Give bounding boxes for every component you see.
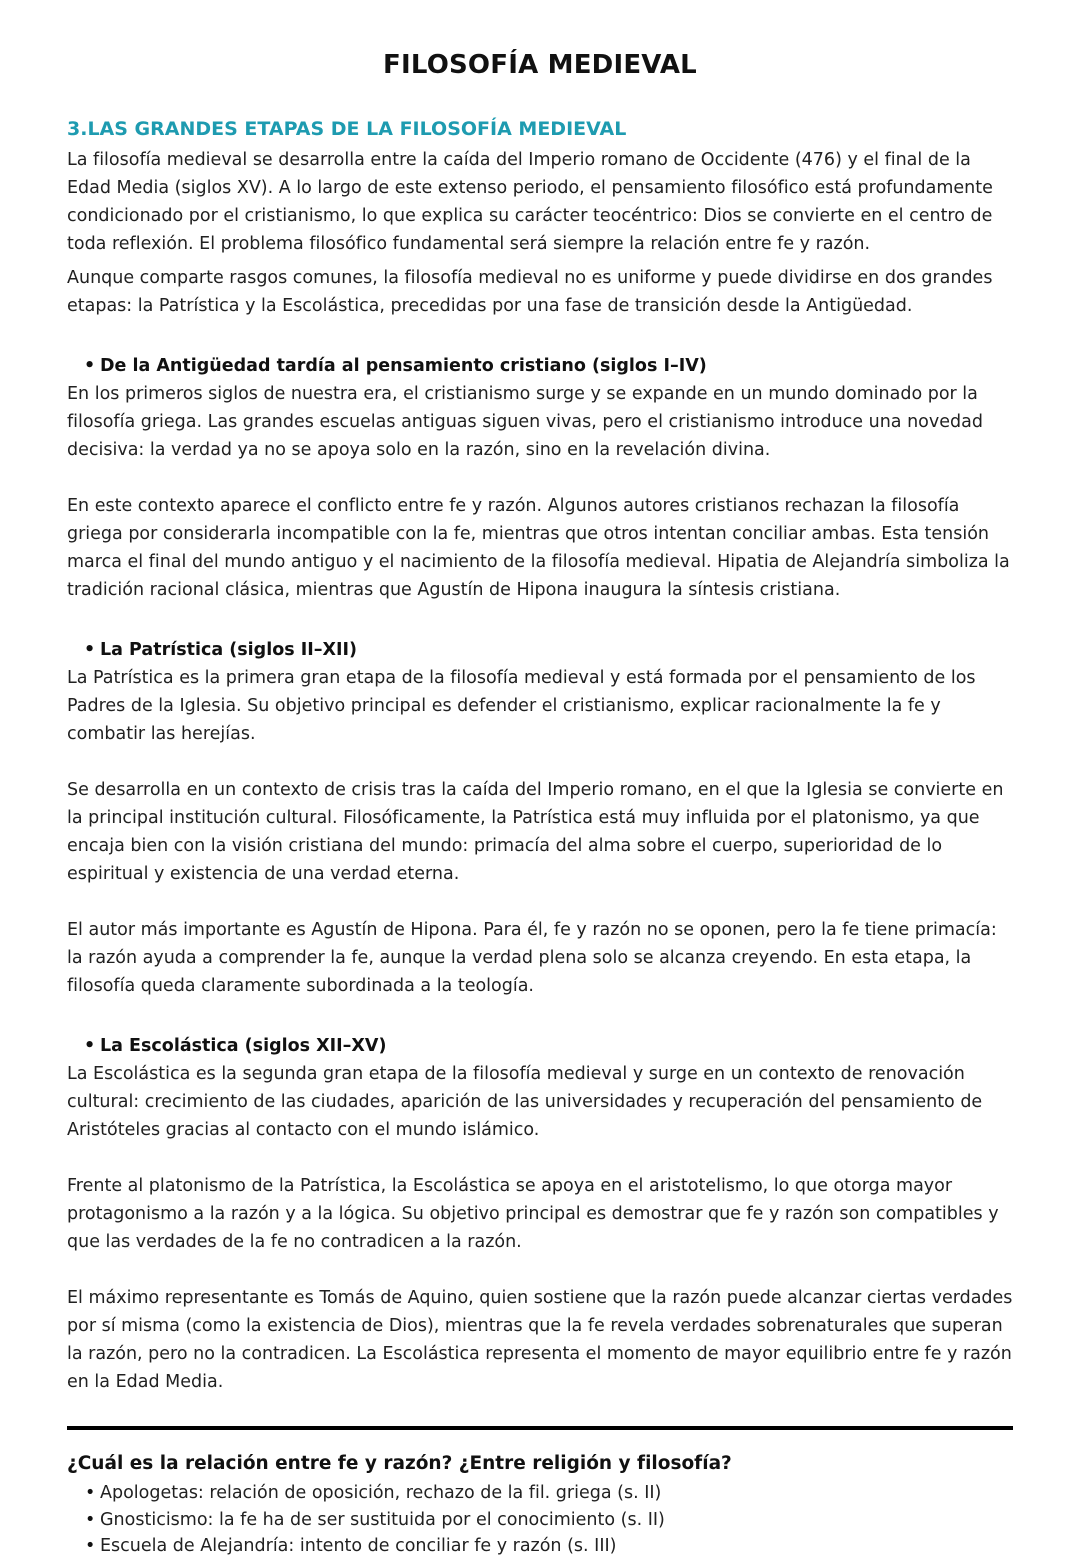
subsection-paragraph: En los primeros siglos de nuestra era, el cristianismo surge y se expande en un mundo dominado por la filosofía griega. Las grandes escuelas antiguas siguen vivas, pero el cristianismo introduce una novedad decisiva: la verdad ya no se apoya solo en la razón, sino en la revelación divina.: [67, 384, 983, 460]
intro-paragraph-1: La filosofía medieval se desarrolla entre la caída del Imperio romano de Occidente (476) y el final de la Edad Media (siglos XV). A lo largo de este extenso periodo, el pensamiento filosófico está profundamente condicionado por el cristianismo, lo que explica su carácter teocéntrico: Dios se convierte en el centro de toda reflexión. El problema filosófico fundamental será siempre la relación entre fe y razón.: [67, 150, 993, 254]
subsection-heading-row: [67, 636, 1013, 664]
list-item: [67, 1480, 1013, 1507]
subsection-heading: De la Antigüedad tardía al pensamiento cristiano (siglos I–IV): [100, 356, 707, 376]
subsection-paragraph: Frente al platonismo de la Patrística, la Escolástica se apoya en el aristotelismo, lo que otorga mayor protagonismo a la razón y a la lógica. Su objetivo principal es demostrar que fe y razón son compatibles y que las verdades de la fe no contradicen a la razón.: [67, 1176, 999, 1252]
subsection-patristica: [67, 636, 1013, 1000]
answer-list: [67, 1480, 1013, 1560]
subsection-paragraph: El máximo representante es Tomás de Aquino, quien sostiene que la razón puede alcanzar ciertas verdades por sí misma (como la existencia de Dios), mientras que la fe revela verdades sobrenaturales que superan la razón, pero no la contradicen. La Escolástica representa el momento de mayor equilibrio entre fe y razón en la Edad Media.: [67, 1288, 1013, 1392]
list-item: [67, 1533, 1013, 1560]
subsection-paragraph: En este contexto aparece el conflicto entre fe y razón. Algunos autores cristianos rechazan la filosofía griega por considerarla incompatible con la fe, mientras que otros intentan conciliar ambas. Esta tensión marca el final del mundo antiguo y el nacimiento de la filosofía medieval. Hipatia de Alejandría simboliza la tradición racional clásica, mientras que Agustín de Hipona inaugura la síntesis cristiana.: [67, 496, 1010, 600]
list-item: [67, 1507, 1013, 1534]
answer-text: Escuela de Alejandría: intento de conciliar fe y razón (s. III): [100, 1536, 617, 1556]
subsection-paragraph: El autor más importante es Agustín de Hipona. Para él, fe y razón no se oponen, pero la fe tiene primacía: la razón ayuda a comprender la fe, aunque la verdad plena solo se alcanza creyendo. En esta etapa, la filosofía queda claramente subordinada a la teología.: [67, 920, 997, 996]
question-heading: ¿Cuál es la relación entre fe y razón? ¿Entre religión y filosofía?: [67, 1453, 732, 1474]
document-title: FILOSOFÍA MEDIEVAL: [383, 50, 697, 80]
subsection-escolastica: [67, 1032, 1013, 1396]
subsection-antiguedad-tardia: [67, 352, 1013, 604]
subsection-heading: La Patrística (siglos II–XII): [100, 640, 358, 660]
subsection-heading-row: [67, 1032, 1013, 1060]
subsection-paragraph: La Escolástica es la segunda gran etapa de la filosofía medieval y surge en un contexto de renovación cultural: crecimiento de las ciudades, aparición de las universidades y recuperación del pensamiento de Aristóteles gracias al contacto con el mundo islámico.: [67, 1064, 983, 1140]
bullet-marker-icon: •: [85, 1509, 96, 1530]
subsection-paragraph: Se desarrolla en un contexto de crisis tras la caída del Imperio romano, en el que la Iglesia se convierte en la principal institución cultural. Filosóficamente, la Patrística está muy influida por el platonismo, ya que encaja bien con la visión cristiana del mundo: primacía del alma sobre el cuerpo, superioridad de lo espiritual y existencia de una verdad eterna.: [67, 780, 1004, 884]
subsection-heading-row: [67, 352, 1013, 380]
bullet-marker-icon: •: [84, 640, 96, 660]
section-heading: 3.LAS GRANDES ETAPAS DE LA FILOSOFÍA MEDIEVAL: [67, 118, 627, 140]
subsection-paragraph: La Patrística es la primera gran etapa de la filosofía medieval y está formada por el pensamiento de los Padres de la Iglesia. Su objetivo principal es defender el cristianismo, explicar racionalmente la fe y combatir las herejías.: [67, 668, 976, 744]
subsection-heading: La Escolástica (siglos XII–XV): [100, 1036, 387, 1056]
answer-text: Apologetas: relación de oposición, rechazo de la fil. griega (s. II): [100, 1483, 662, 1503]
answer-text: Gnosticismo: la fe ha de ser sustituida por el conocimiento (s. II): [100, 1509, 665, 1530]
bullet-marker-icon: •: [84, 1036, 96, 1056]
section-divider: [67, 1426, 1013, 1430]
bullet-marker-icon: •: [84, 356, 96, 376]
bullet-marker-icon: •: [85, 1483, 96, 1503]
intro-paragraph-2: Aunque comparte rasgos comunes, la filosofía medieval no es uniforme y puede dividirse en dos grandes etapas: la Patrística y la Escolástica, precedidas por una fase de transición desde la Antigüedad.: [67, 268, 993, 316]
bullet-marker-icon: •: [85, 1536, 96, 1556]
